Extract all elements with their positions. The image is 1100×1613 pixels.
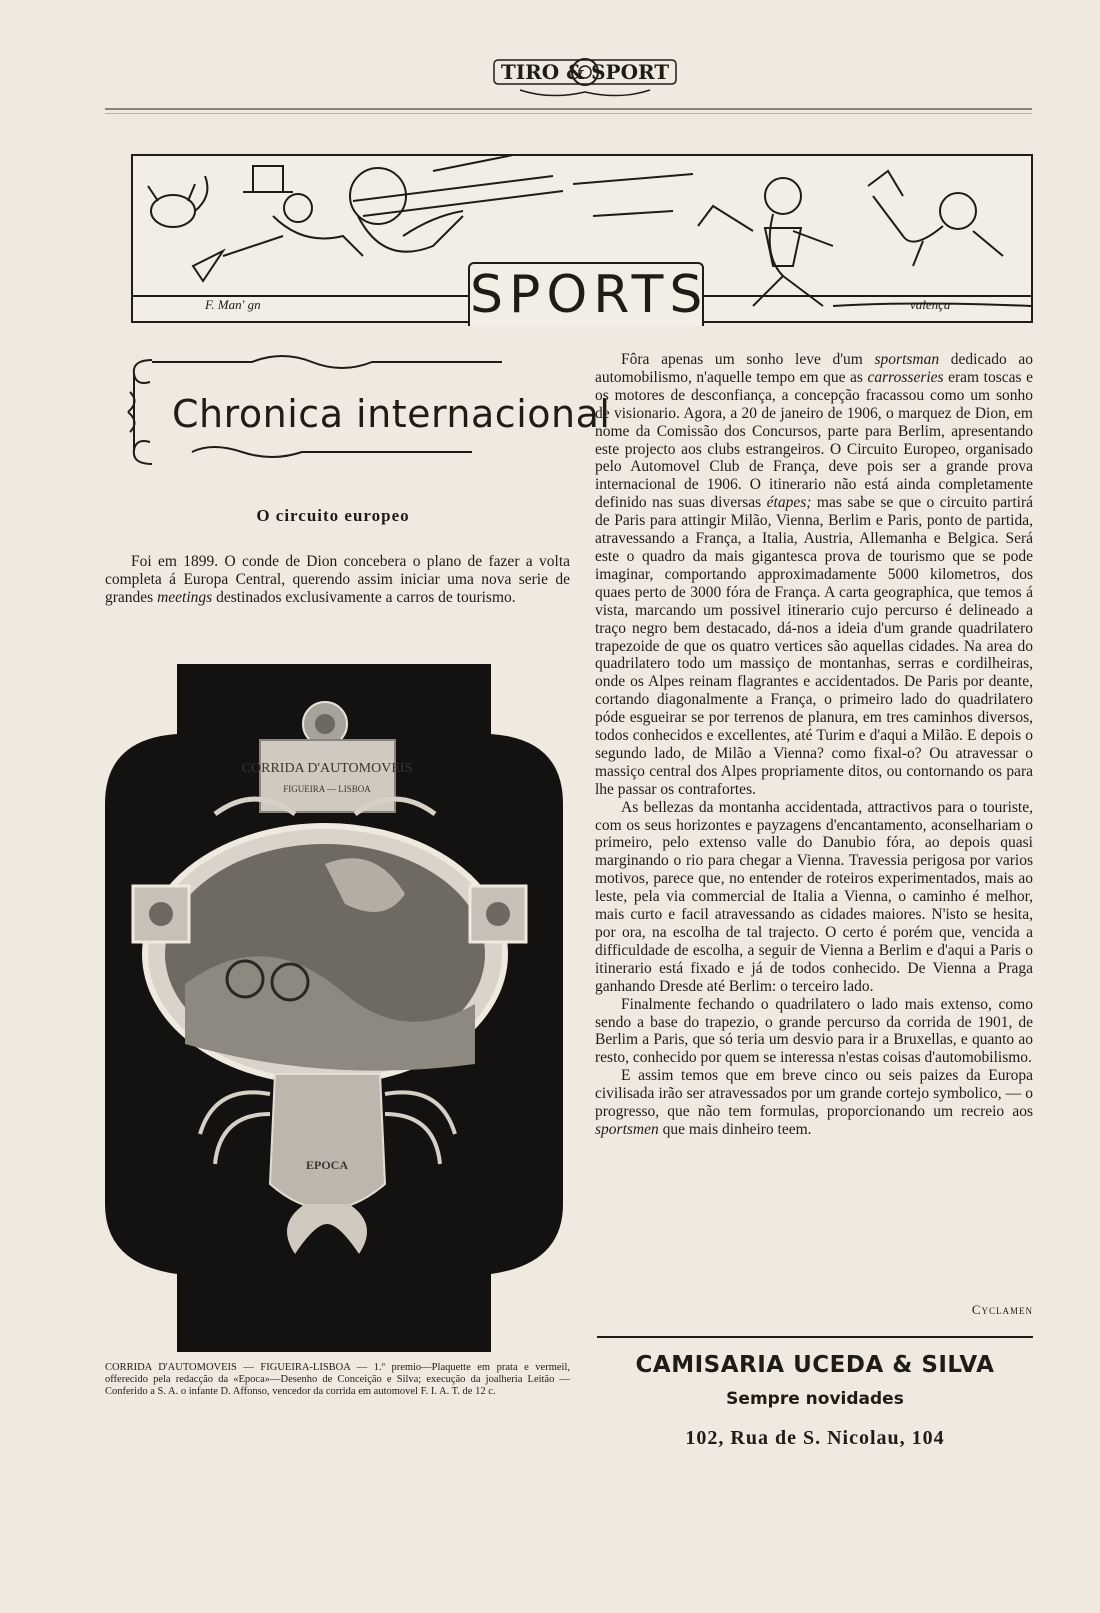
plaque-top-subtext: FIGUEIRA — LISBOA (283, 784, 371, 794)
author-signature: Cyclamen (971, 1302, 1033, 1317)
article-paragraph: Fôra apenas um sonho leve d'um sportsman dedicado ao automobilismo, n'aquelle tempo em que as carrosseries eram toscas e os motores de desconfiança, a concepção fracassou como um sonho de visionario. Agora, a 20 de janeiro de 1906, o marquez de Dion, em nome da Comissão dos Concursos, parte para Berlim, apresentando este projecto aos clubs estrangeiros. O Circuito Europeo, organisado pelo Automovel Club de França, deve pois ser a grande prova internacional de 1906. O itinerario não está ainda completamente definido nas suas diversas étapes; mas sabe se que o circuito partirá de Paris para attingir Milão, Vienna, Berlim e Paris, ponto de partida, atravessando a França, a Italia, Austria, Allemanha e Belgica. Será este o quadro da mais gigantesca prova de tourismo que se pode imaginar, comportando approximadamente 5000 kilometros, dos quaes perto de 3000 fóra de França. A carta geographica, que temos á vista, marcando um possivel itinerario cujo percurso é delineado a traço negro bem destacado, dá-nos a ideia d'um grande quadrilatero trapezoide de que os quatro vertices são aquellas cidades. Na area do quadrilatero todo um massiço de montanhas, serras e cordilheiras, onde os Alpes reinam flagrantes e accidentados. De Paris por deante, cortando diagonalmente a França, o primeiro lado do quadrilatero póde esgueirar se por terrenos de planura, em tres caminhos diversos, todos conhecidos e excellentes, até Turim e d'aqui a Milão. E depois o segundo lado, de Milão a Vienna? como fixal-o? Ou atravessar o massiço central dos Alpes propriamente ditos, ou contornando os para lhe passar os contrafortes. (595, 351, 1033, 798)
image-caption: CORRIDA D'AUTOMOVEIS — FIGUEIRA-LISBOA — 1.º premio—Plaquette em prata e vermeil, offerecido pela redacção da «Epoca»—Desenho de Conceição e Silva; execução da joalheria Leitão — Conferido a S. A. o infante D. Affonso, vencedor da corrida em automovel F. I. A. T. de 12 c. (105, 1362, 570, 1397)
article-paragraph: E assim temos que em breve cinco ou seis paizes da Europa civilisada irão ser atravessados por um grande cortejo symbolico, — o progresso, que não tem formulas, proporcionando um recreio aos sportsmen que mais dinheiro teem. (595, 1067, 1033, 1138)
masthead-rule (105, 108, 1032, 110)
masthead-text: TIRO & SPORT (500, 60, 670, 84)
article-paragraph: As bellezas da montanha accidentada, attractivos para o touriste, com os seus horizontes e payzagens d'encantamento, aconselhariam o primeiro, pelo extenso valle do Danubio fóra, ao depois quasi marginando o rio para chegar a Vienna. Travessia perigosa por varios motivos, parece que, no entender de roteiros experimentados, mais ao leste, pela via commercial de Italia a Vienna, o caminho é melhor, mais curto e facil atravessando as cidades maiores. N'isto se hesita, por ora, na escolha de tal trajecto. O certo é porém que, vencida a difficuldade de escolha, a seguir de Vienna a Berlim e d'aqui a Paris o itinerario está fixado e já de todos conhecido. De Vienna a Praga ganhando Dresde até Berlim: o terceiro lado. (595, 798, 1033, 995)
advert-title: CAMISARIA UCEDA & SILVA (635, 1352, 995, 1378)
banner-artist-left: F. Man' gn (205, 297, 261, 312)
article-subheading: O circuito europeo (256, 506, 410, 525)
plaque-top-text: CORRIDA D'AUTOMOVEIS (241, 761, 413, 776)
article-column-right (595, 351, 1033, 1139)
masthead-rule-thin (105, 113, 1032, 114)
article-heading: Chronica internacional (172, 392, 611, 436)
plaque-bottom-text: EPOCA (306, 1158, 348, 1172)
intro-column (105, 553, 570, 607)
banner-title: SPORTS (468, 262, 704, 326)
masthead-logo (490, 52, 680, 102)
intro-paragraph: Foi em 1899. O conde de Dion concebera o plano de fazer a volta completa á Europa Central, querendo assim iniciar uma nova serie de grandes meetings destinados exclusivamente a carros de tourismo. (105, 553, 570, 606)
plaque-photo (105, 664, 563, 1352)
advert-tagline: Sempre novidades (726, 1389, 904, 1409)
banner-artist-right: valença (910, 297, 951, 312)
advert-address: 102, Rua de S. Nicolau, 104 (685, 1427, 945, 1449)
advert-rule (597, 1336, 1033, 1338)
article-paragraph: Finalmente fechando o quadrilatero o lado mais extenso, como sendo a base do trapezio, o grande percurso da corrida de 1901, de Berlim a Paris, que só teria um desvio para ir a Bruxellas, e quanto ao resto, conhecido por quem se interessa n'estas coisas d'automobilismo. (595, 995, 1033, 1067)
